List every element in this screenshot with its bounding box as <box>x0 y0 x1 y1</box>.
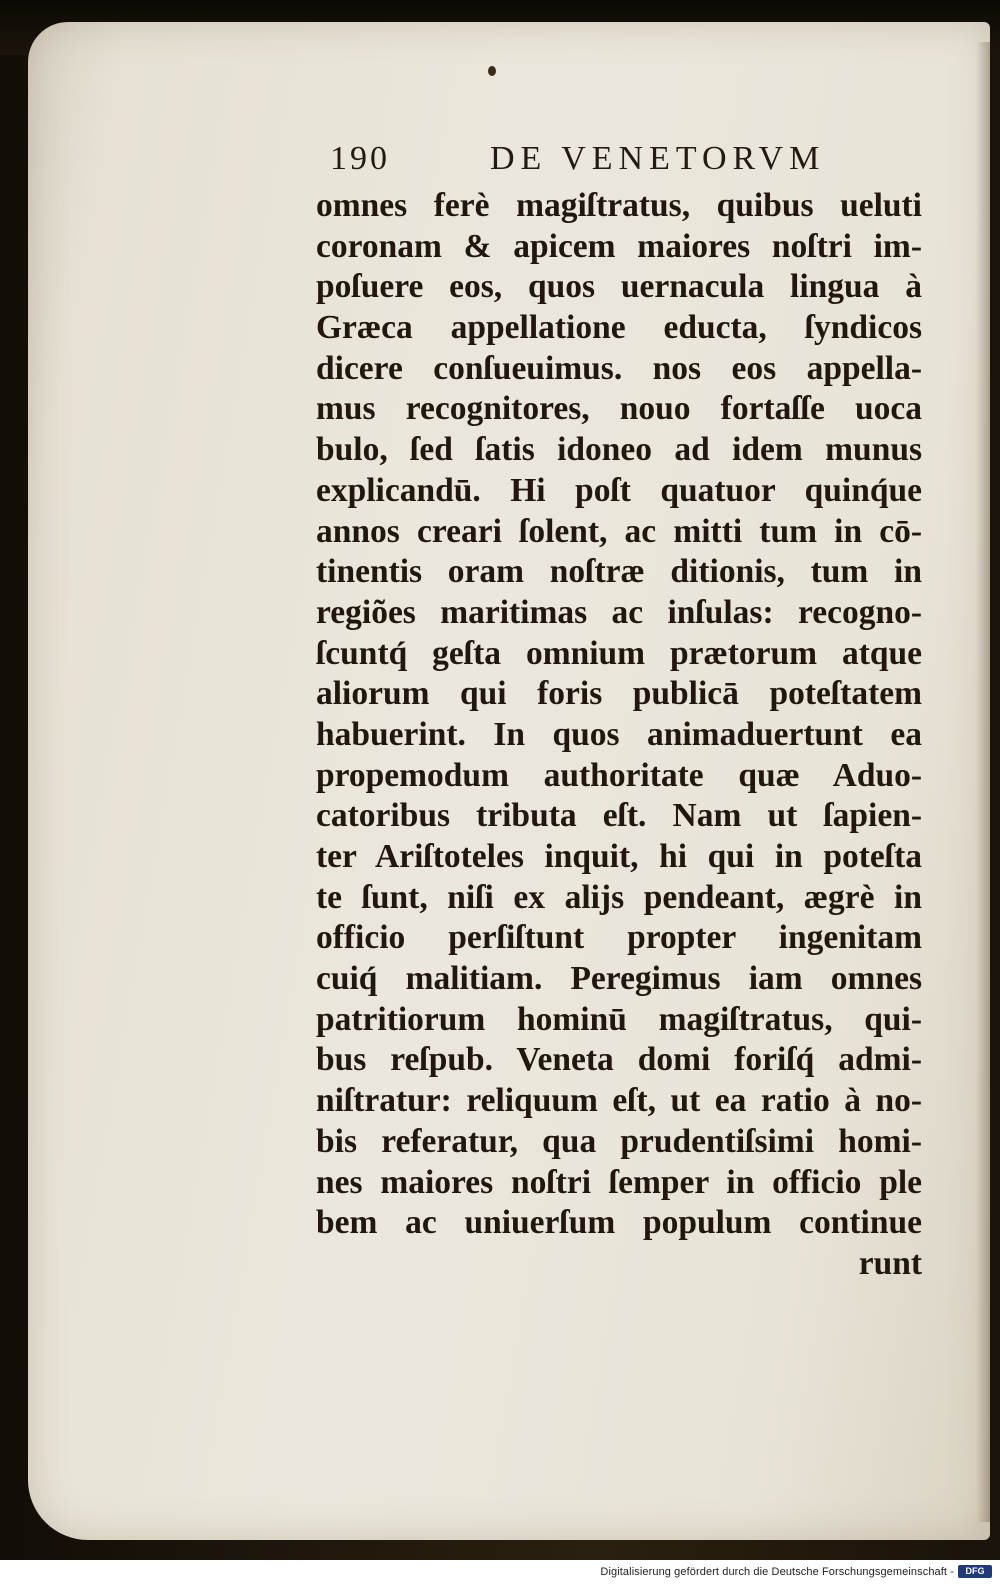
text-line: bem ac uniuerſum populum continue <box>316 1204 922 1242</box>
dfg-logo: DFG <box>958 1565 992 1578</box>
text-line: omnes ferè magiſtratus, quibus ueluti <box>316 187 922 224</box>
text-line: poſuere eos, quos uernacula lingua à <box>316 268 922 306</box>
text-line: explicandū. Hi poſt quatuor quinq́ue <box>316 471 922 509</box>
text-line: catoribus tributa eſt. Nam ut ſapien- <box>316 797 922 835</box>
text-line: dicere conſueuimus. nos eos appella- <box>316 349 922 387</box>
text-line: mus recognitores, nouo fortaſſe uoca <box>316 390 922 428</box>
text-line: cuiq́ malitiam. Peregimus iam omnes <box>316 960 922 998</box>
page-number: 190 <box>330 140 390 177</box>
text-line: annos creari ſolent, ac mitti tum in cō- <box>316 512 922 550</box>
catchword: runt <box>858 1244 922 1282</box>
text-line: bis referatur, qua prudentiſsimi homi- <box>316 1122 922 1160</box>
text-line: te ſunt, niſi ex alijs pendeant, ægrè in <box>316 878 922 916</box>
text-line: coronam & apicem maiores noſtri im- <box>316 227 922 265</box>
text-line: patritiorum hominū magiſtratus, qui- <box>316 1000 922 1038</box>
running-head-title: DE VENETORVM <box>490 140 826 177</box>
text-line: regiões maritimas ac inſulas: recogno- <box>316 593 922 631</box>
digitization-footer <box>0 1560 1000 1586</box>
text-line: niſtratur: reliquum eſt, ut ea ratio à no- <box>316 1082 922 1120</box>
ink-spot <box>488 66 496 76</box>
text-line: bulo, ſed ſatis idoneo ad idem munus <box>316 431 922 469</box>
text-line: nes maiores noſtri ſemper in officio ple <box>316 1163 922 1201</box>
text-line: propemodum authoritate quæ Aduo- <box>316 756 922 794</box>
body-text <box>316 186 922 1285</box>
text-line: ter Ariſtoteles inquit, hi qui in poteſta <box>316 838 922 875</box>
text-line: aliorum qui foris publicā poteſtatem <box>316 675 922 713</box>
text-line: Græca appellatione educta, ſyndicos <box>316 309 922 347</box>
text-line: officio perſiſtunt propter ingenitam <box>316 919 922 957</box>
text-line: bus reſpub. Veneta domi foriſq́ admi- <box>316 1041 922 1079</box>
funding-credit: Digitalisierung gefördert durch die Deutsche Forschungsgemeinschaft - <box>600 1566 954 1578</box>
running-head <box>330 140 870 180</box>
text-line: habuerint. In quos animaduertunt ea <box>316 715 922 753</box>
text-line: tinentis oram noſtræ ditionis, tum in <box>316 553 922 591</box>
text-line: ſcuntq́ geſta omnium prætorum atque <box>316 634 922 672</box>
